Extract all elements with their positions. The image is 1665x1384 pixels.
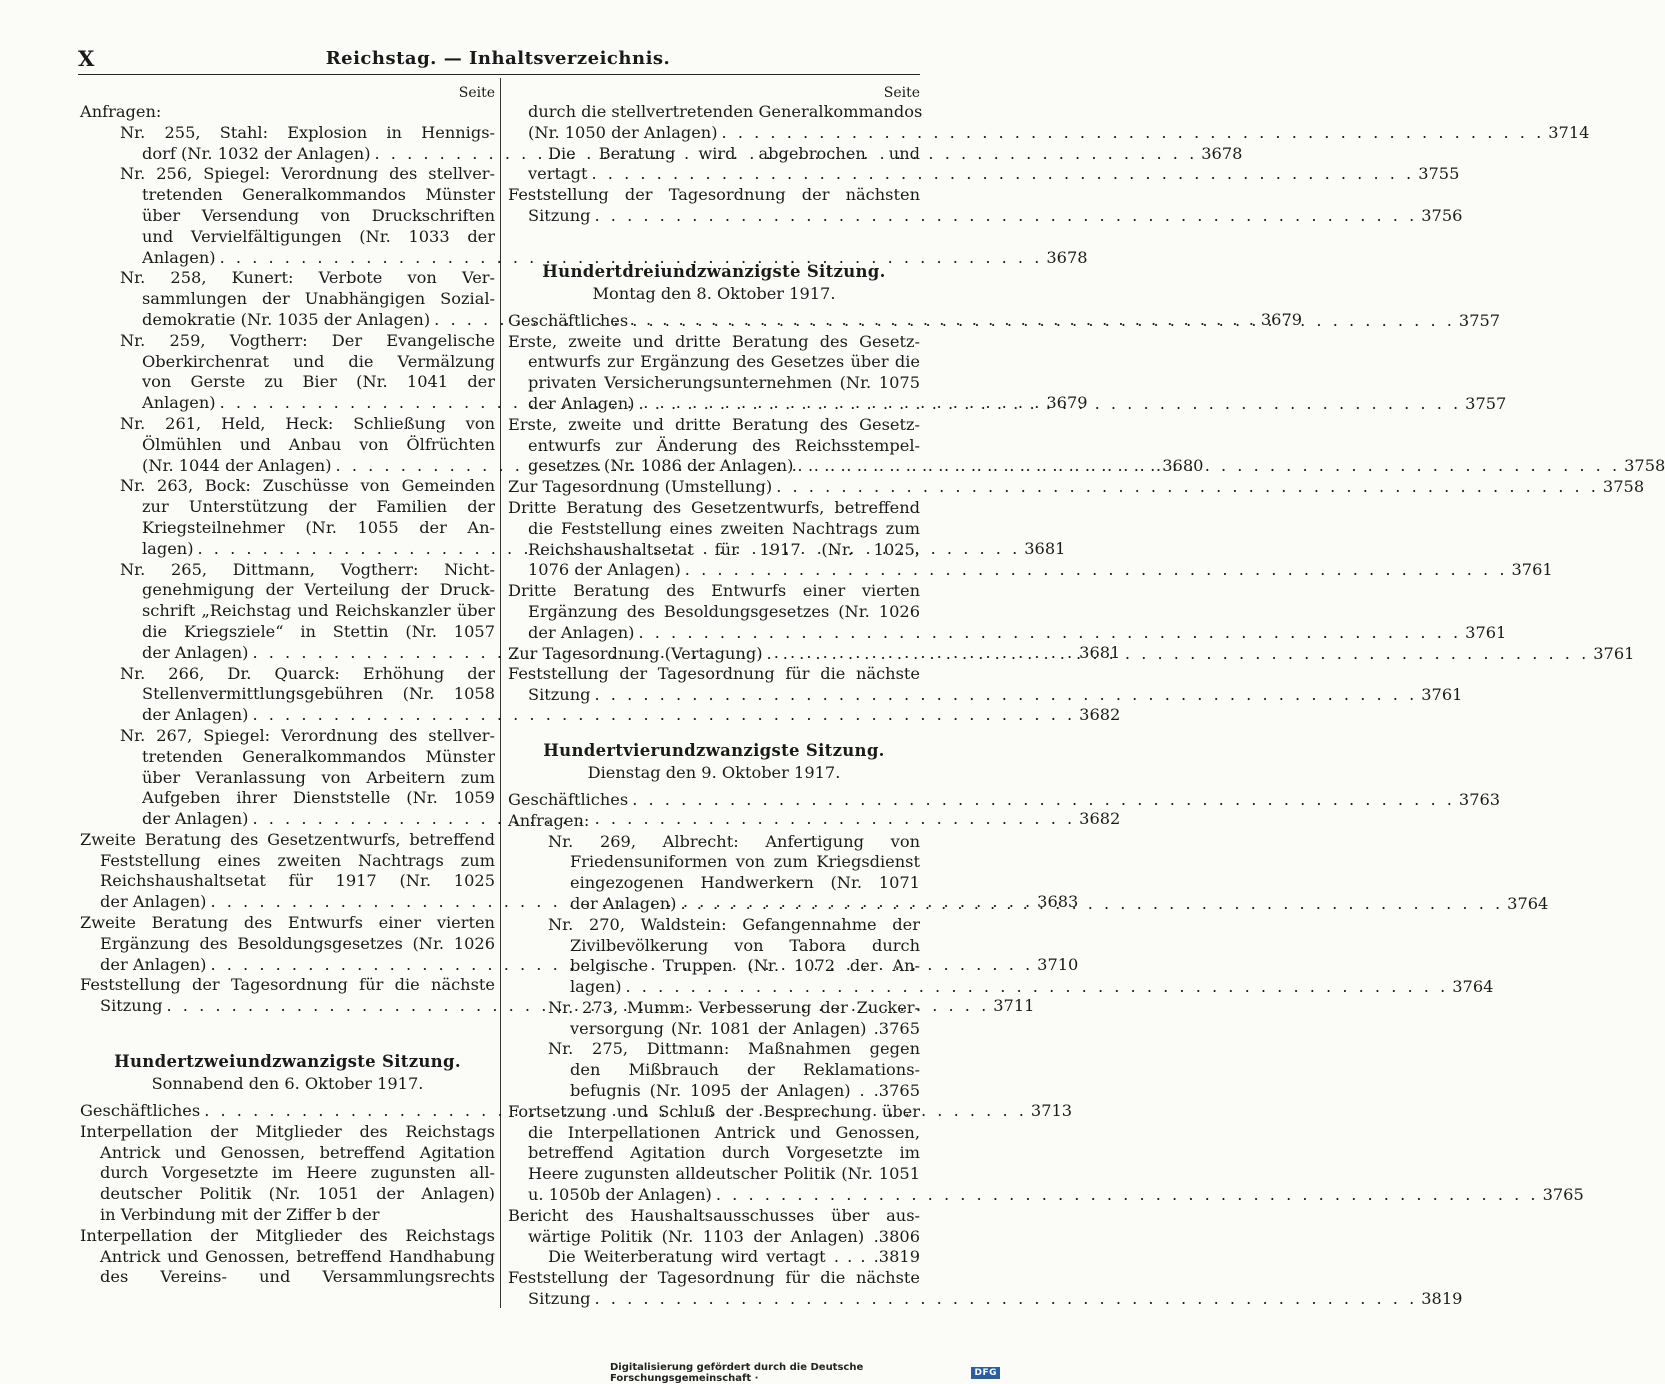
toc-entry: vertagt . . . 3755 (508, 164, 920, 185)
session-date: Sonnabend den 6. Oktober 1917. (151, 1074, 424, 1094)
toc-line: Ergänzung des Besoldungsgesetzes (Nr. 1026 (100, 933, 495, 953)
toc-entry: der Anlagen) . . . 3683 (80, 892, 495, 913)
session-heading: Hundertdreiundzwanzigste Sitzung. (542, 261, 886, 281)
page-ref: 3757 (1458, 310, 1501, 330)
page-ref: 3680 (1162, 455, 1204, 475)
dfg-logo: DFG (971, 1367, 1000, 1379)
toc-line: Feststellung der Tagesordnung der nächsten (508, 185, 920, 205)
toc-entry: dorf (Nr. 1032 der Anlagen) . . . 3678 (80, 144, 495, 165)
toc-line: Dritte Beratung des Entwurfs einer vierten (508, 581, 920, 601)
header-rule (78, 74, 920, 75)
toc-entry: befugnis (Nr. 1095 der Anlagen) . . 3765 (570, 1081, 920, 1101)
toc-line: Fortsetzung und Schluß der Besprechung über (508, 1101, 920, 1121)
toc-line: schrift „Reichstag und Reichskanzler über (142, 601, 495, 621)
page-ref: 3679 (1260, 309, 1303, 329)
seite-label: Seite (883, 85, 920, 101)
page-ref: 3758 (1624, 456, 1665, 476)
page-ref: 3714 (1548, 122, 1590, 142)
toc-entry: der Anlagen) . . . 3710 (80, 955, 495, 976)
toc-line: des Vereins- und Versammlungsrechts (100, 1267, 495, 1287)
toc-entry: versorgung (Nr. 1081 der Anlagen) . 3765 (570, 1018, 920, 1038)
page-ref: 3678 (1201, 143, 1243, 163)
page-ref: 3682 (1079, 705, 1121, 725)
toc-entry: lagen) . . . 3681 (80, 539, 495, 560)
toc-line: Interpellation der Mitglieder des Reichstags (80, 1121, 495, 1141)
page-header (78, 46, 918, 72)
toc-line: Zweite Beratung des Entwurfs einer vierten (80, 913, 495, 933)
toc-line: in Verbindung mit der Ziffer b der (100, 1205, 380, 1225)
toc-entry: 1076 der Anlagen) . . . 3761 (508, 560, 920, 581)
toc-line: Interpellation der Mitglieder des Reichstags (80, 1225, 495, 1245)
page-ref: 3758 (1602, 477, 1645, 497)
toc-line: Stellenvermittlungsgebühren (Nr. 1058 (142, 684, 495, 704)
page-ref: 3761 (1421, 685, 1463, 705)
page-ref: 3681 (1024, 538, 1066, 558)
toc-line: Heere zugunsten alldeutscher Politik (Nr. 1051 (528, 1164, 920, 1184)
toc-line: Kriegsteilnehmer (Nr. 1055 der An- (142, 517, 495, 537)
page-ref: 3819 (1421, 1289, 1463, 1309)
page-ref: 3761 (1511, 560, 1553, 580)
toc-line: durch Vorgesetzte im Heere zugunsten all- (100, 1163, 495, 1183)
toc-entry: Geschäftliches . . . 3757 (508, 311, 920, 332)
toc-line: Ölmühlen und Anbau von Ölfrüchten (142, 434, 495, 454)
seite-label: Seite (458, 85, 495, 101)
toc-line: Nr. 263, Bock: Zuschüsse von Gemeinden (120, 476, 495, 496)
toc-entry: Geschäftliches . . . 3713 (80, 1101, 495, 1122)
page-ref: 3819 (878, 1247, 920, 1267)
toc-line: betreffend Agitation durch Vorgesetzte im (528, 1143, 920, 1163)
digitization-credit (610, 1362, 1000, 1384)
toc-entry: Anlagen) . . . 3679 (80, 393, 495, 414)
toc-line: Antrick und Genossen, betreffend Handhabung (100, 1246, 495, 1266)
toc-line: privaten Versicherungsunternehmen (Nr. 1075 (528, 373, 920, 393)
toc-line: über Versendung von Druckschriften (142, 205, 495, 225)
toc-line: Feststellung eines zweiten Nachtrags zum (100, 850, 495, 870)
session-date: Montag den 8. Oktober 1917. (592, 283, 836, 303)
toc-line: Nr. 266, Dr. Quarck: Erhöhung der (120, 663, 495, 683)
toc-line: Erste, zweite und dritte Beratung des Gesetz- (508, 414, 920, 434)
toc-entry: Anlagen) . . . 3678 (80, 248, 495, 269)
page-ref: 3711 (993, 996, 1035, 1016)
toc-line: Dritte Beratung des Gesetzentwurfs, betreffend (508, 497, 920, 517)
page-ref: 3713 (1030, 1101, 1073, 1121)
page-ref: 3683 (1037, 892, 1079, 912)
toc-entry: Die Weiterberatung wird vertagt . . . . 3819 (548, 1247, 920, 1267)
page-ref: 3681 (1079, 642, 1121, 662)
toc-line: Nr. 265, Dittmann, Vogtherr: Nicht- (120, 559, 495, 579)
page-ref: 3806 (878, 1226, 920, 1246)
toc-line: Antrick und Genossen, betreffend Agitation (100, 1142, 495, 1162)
credit-text: Digitalisierung gefördert durch die Deutsche Forschungsgemeinschaft · (610, 1362, 864, 1384)
toc-entry: Zur Tagesordnung (Umstellung) . . . 3758 (508, 477, 920, 498)
toc-line: Die Beratung wird abgebrochen und (548, 143, 920, 163)
toc-line: eingezogenen Handwerkern (Nr. 1071 (570, 873, 920, 893)
toc-line: zur Unterstützung der Familien der (142, 497, 495, 517)
toc-line: Erste, zweite und dritte Beratung des Gesetz- (508, 331, 920, 351)
page-ref: 3678 (1046, 247, 1088, 267)
toc-line: entwurfs zur Änderung des Reichsstempel- (528, 435, 920, 455)
toc-line: belgische Truppen (Nr. 1072 der An- (570, 956, 920, 976)
toc-line: den Mißbrauch der Reklamations- (570, 1060, 920, 1080)
toc-line: Nr. 261, Held, Heck: Schließung von (120, 413, 495, 433)
toc-entry: der Anlagen) . . . 3757 (508, 394, 920, 415)
toc-line: Nr. 270, Waldstein: Gefangennahme der (548, 914, 920, 934)
toc-line: sammlungen der Unabhängigen Sozial- (142, 289, 495, 309)
toc-entry: wärtige Politik (Nr. 1103 der Anlagen) . 3806 (528, 1226, 920, 1246)
toc-entry: Geschäftliches . . . 3763 (508, 790, 920, 811)
page-ref: 3679 (1046, 393, 1088, 413)
toc-line: genehmigung der Verteilung der Druck- (142, 580, 495, 600)
toc-entry: Sitzung . . . 3756 (508, 206, 920, 227)
toc-line: entwurfs zur Ergänzung des Gesetzes über die (528, 352, 920, 372)
toc-line: Reichshaushaltsetat für 1917 (Nr. 1025, (528, 539, 920, 559)
page-number: X (78, 46, 95, 71)
toc-line: tretenden Generalkommandos Münster (142, 185, 495, 205)
page-ref: 3765 (878, 1018, 920, 1038)
toc-line: Nr. 256, Spiegel: Verordnung des stellver- (120, 164, 495, 184)
page-ref: 3757 (1465, 393, 1507, 413)
toc-entry: u. 1050b der Anlagen) . . . 3765 (508, 1185, 920, 1206)
toc-line: Zweite Beratung des Gesetzentwurfs, betreffend (80, 829, 495, 849)
toc-line: tretenden Generalkommandos Münster (142, 746, 495, 766)
toc-line: Nr. 255, Stahl: Explosion in Hennigs- (120, 122, 495, 142)
page-ref: 3755 (1418, 164, 1460, 184)
toc-line: Ergänzung des Besoldungsgesetzes (Nr. 1026 (528, 601, 920, 621)
toc-entry: der Anlagen) . . . 3682 (80, 809, 495, 830)
page-ref: 3756 (1421, 205, 1463, 225)
toc-line: die Feststellung eines zweiten Nachtrags zum (528, 518, 920, 538)
toc-line: Nr. 275, Dittmann: Maßnahmen gegen (548, 1039, 920, 1059)
toc-line: durch die stellvertretenden Generalkommandos (528, 102, 923, 121)
toc-entry: Zur Tagesordnung (Vertagung) . . . 3761 (508, 644, 920, 665)
session-date: Dienstag den 9. Oktober 1917. (587, 762, 841, 782)
toc-entry: demokratie (Nr. 1035 der Anlagen) . . . 3679 (80, 310, 495, 331)
toc-line: Friedensuniformen von zum Kriegsdienst (570, 852, 920, 872)
toc-entry: (Nr. 1050 der Anlagen) . . . 3714 (508, 123, 920, 144)
toc-line: über Veranlassung von Arbeitern zum (142, 767, 495, 787)
page-ref: 3764 (1507, 893, 1549, 913)
toc-line: Nr. 258, Kunert: Verbote von Ver- (120, 268, 495, 288)
toc-line: Feststellung der Tagesordnung für die nächste (508, 664, 920, 684)
toc-line: Nr. 269, Albrecht: Anfertigung von (548, 831, 920, 851)
running-title: Reichstag. — Inhaltsverzeichnis. (325, 48, 671, 69)
toc-line: die Kriegsziele“ in Stettin (Nr. 1057 (142, 621, 495, 641)
page-ref: 3682 (1079, 809, 1121, 829)
toc-entry: der Anlagen) . . . 3682 (80, 705, 495, 726)
toc-entry: Sitzung . . . 3819 (508, 1289, 920, 1310)
toc-entry: Sitzung . . . 3711 (80, 996, 495, 1017)
page-ref: 3765 (878, 1081, 920, 1101)
toc-line: und Vervielfältigungen (Nr. 1033 der (142, 226, 495, 246)
page-ref: 3761 (1593, 643, 1635, 663)
toc-line: Anfragen: (508, 810, 590, 830)
toc-line: Feststellung der Tagesordnung für die nächste (80, 975, 495, 995)
toc-line: Feststellung der Tagesordnung für die nächste (508, 1268, 920, 1288)
toc-entry: der Anlagen) . . . 3764 (508, 894, 920, 915)
toc-entry: gesetzes (Nr. 1086 der Anlagen) . . . 3758 (508, 456, 920, 477)
toc-entry: (Nr. 1044 der Anlagen) . . . 3680 (80, 456, 495, 477)
page-ref: 3761 (1465, 622, 1507, 642)
toc-entry: der Anlagen) . . . 3761 (508, 623, 920, 644)
toc-entry: lagen) . . . 3764 (508, 977, 920, 998)
session-heading: Hundertzweiundzwanzigste Sitzung. (114, 1052, 461, 1072)
toc-line: Anfragen: (80, 102, 162, 121)
toc-line: Nr. 273, Mumm: Verbesserung der Zucker- (548, 997, 920, 1017)
toc-line: deutscher Politik (Nr. 1051 der Anlagen) (100, 1184, 495, 1204)
page-ref: 3765 (1542, 1185, 1584, 1205)
toc-entry: der Anlagen) . . . 3681 (80, 643, 495, 664)
toc-line: Bericht des Haushaltsausschusses über aus- (508, 1205, 920, 1225)
toc-line: Nr. 267, Spiegel: Verordnung des stellver- (120, 725, 495, 745)
toc-line: Zivilbevölkerung von Tabora durch (570, 935, 920, 955)
toc-line: Nr. 259, Vogtherr: Der Evangelische (120, 330, 495, 350)
toc-line: von Gerste zu Bier (Nr. 1041 der (142, 372, 495, 392)
page-ref: 3710 (1037, 954, 1079, 974)
toc-line: Aufgeben ihrer Dienststelle (Nr. 1059 (142, 788, 495, 808)
session-heading: Hundertvierundzwanzigste Sitzung. (543, 740, 885, 760)
page-ref: 3763 (1458, 789, 1501, 809)
toc-line: die Interpellationen Antrick und Genossen, (528, 1122, 920, 1142)
toc-entry: Sitzung . . . 3761 (508, 685, 920, 706)
toc-line: Oberkirchenrat und die Vermälzung (142, 351, 495, 371)
toc-line: Reichshaushaltsetat für 1917 (Nr. 1025 (100, 871, 495, 891)
page-ref: 3764 (1452, 977, 1494, 997)
